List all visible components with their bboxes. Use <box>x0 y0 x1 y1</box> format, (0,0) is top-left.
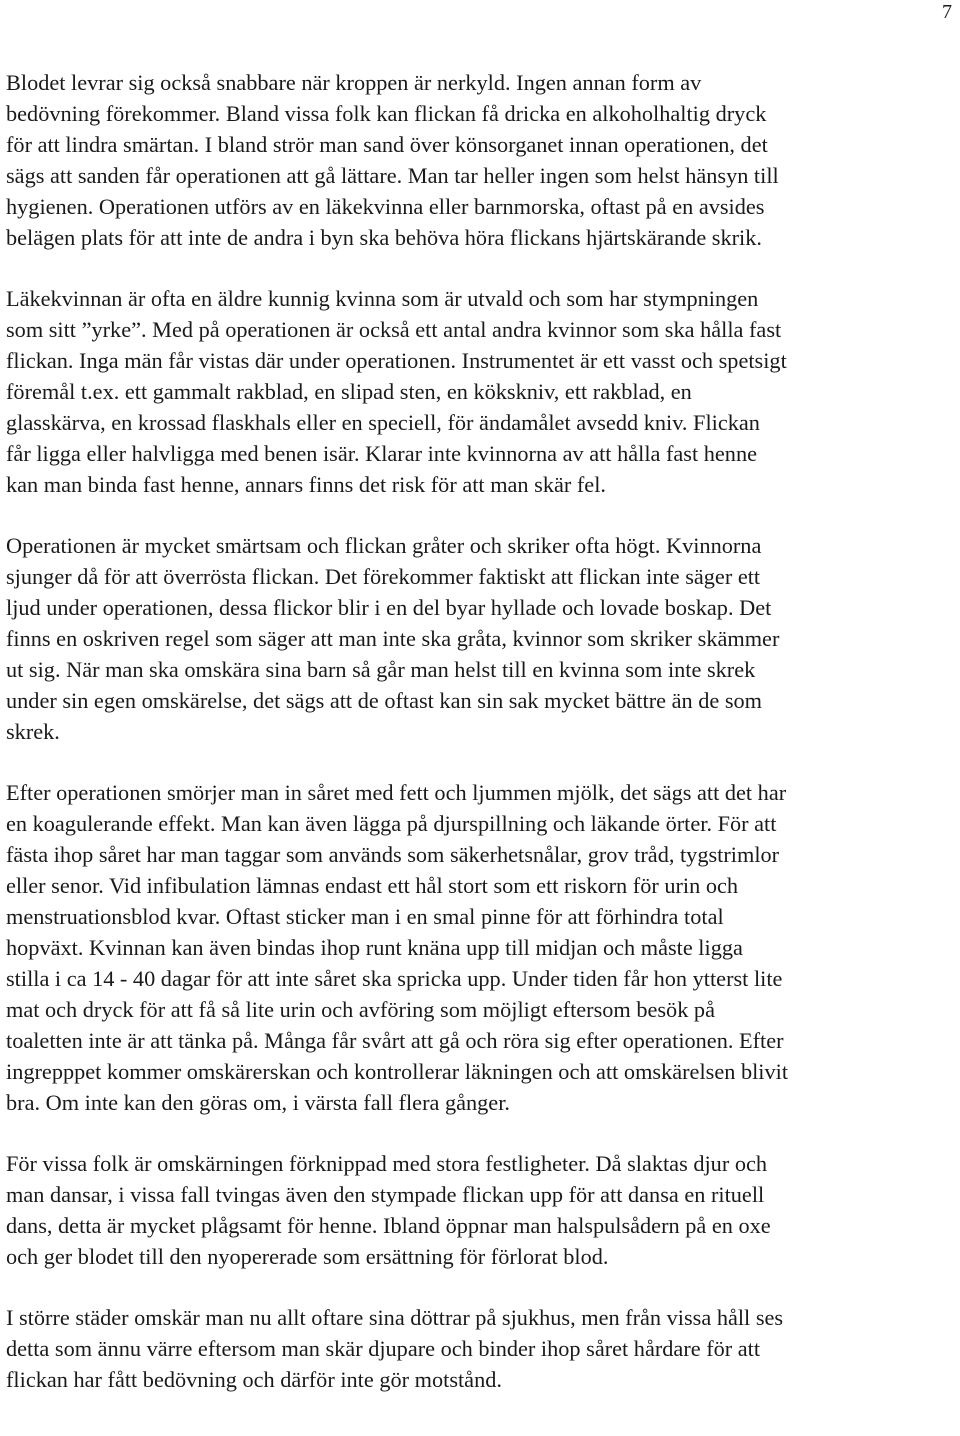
text-line: för att lindra smärtan. I bland strör man sand över könsorganet innan operationen, det <box>6 132 768 157</box>
text-line: eller senor. Vid infibulation lämnas endast ett hål stort som ett riskorn för urin och <box>6 873 739 898</box>
text-line: sjunger då för att överrösta flickan. Det förekommer faktiskt att flickan inte säger ett <box>6 564 761 589</box>
paragraph <box>6 1148 956 1272</box>
text-line: hygienen. Operationen utförs av en läkekvinna eller barnmorska, oftast på en avsides <box>6 194 765 219</box>
text-line: bra. Om inte kan den göras om, i värsta fall flera gånger. <box>6 1090 510 1115</box>
text-line: flickan. Inga män får vistas där under operationen. Instrumentet är ett vasst och spetsigt <box>6 348 787 373</box>
text-line: I större städer omskär man nu allt oftare sina döttrar på sjukhus, men från vissa håll ses <box>6 1305 784 1330</box>
text-line: hopväxt. Kvinnan kan även bindas ihop runt knäna upp till midjan och måste ligga <box>6 935 743 960</box>
text-line: en koagulerande effekt. Man kan även lägga på djurspillning och läkande örter. För att <box>6 811 777 836</box>
text-line: ut sig. När man ska omskära sina barn så går man helst till en kvinna som inte skrek <box>6 657 756 682</box>
text-line: För vissa folk är omskärningen förknippad med stora festligheter. Då slaktas djur och <box>6 1151 768 1176</box>
text-line: toaletten inte är att tänka på. Många får svårt att gå och röra sig efter operationen. Efter <box>6 1028 784 1053</box>
paragraph <box>6 1302 956 1395</box>
page-number: 7 <box>942 1 952 23</box>
body-text <box>6 67 956 1425</box>
text-line: under sin egen omskärelse, det sägs att de oftast kan sin sak mycket bättre än de som <box>6 688 763 713</box>
text-line: som sitt ”yrke”. Med på operationen är också ett antal andra kvinnor som ska hålla fast <box>6 317 782 342</box>
paragraph <box>6 283 956 500</box>
text-line: flickan har fått bedövning och därför inte gör motstånd. <box>6 1367 502 1392</box>
text-line: Efter operationen smörjer man in såret med fett och ljummen mjölk, det sägs att det har <box>6 780 787 805</box>
text-line: skrek. <box>6 719 60 744</box>
text-line: man dansar, i vissa fall tvingas även den stympade flickan upp för att dansa en rituell <box>6 1182 765 1207</box>
text-line: stilla i ca 14 - 40 dagar för att inte såret ska spricka upp. Under tiden får hon ytterst lite <box>6 966 783 991</box>
text-line: detta som ännu värre eftersom man skär djupare och binder ihop såret hårdare för att <box>6 1336 761 1361</box>
text-line: kan man binda fast henne, annars finns det risk för att man skär fel. <box>6 472 606 497</box>
text-line: Läkekvinnan är ofta en äldre kunnig kvinna som är utvald och som har stympningen <box>6 286 759 311</box>
text-line: föremål t.ex. ett gammalt rakblad, en slipad sten, en kökskniv, ett rakblad, en <box>6 379 692 404</box>
paragraph <box>6 777 956 1118</box>
text-line: ljud under operationen, dessa flickor blir i en del byar hyllade och lovade boskap. Det <box>6 595 772 620</box>
text-line: Blodet levrar sig också snabbare när kroppen är nerkyld. Ingen annan form av <box>6 70 702 95</box>
text-line: belägen plats för att inte de andra i byn ska behöva höra flickans hjärtskärande skrik. <box>6 225 762 250</box>
paragraph <box>6 67 956 253</box>
paragraph <box>6 530 956 747</box>
text-line: ingrepppet kommer omskärerskan och kontrollerar läkningen och att omskärelsen blivit <box>6 1059 789 1084</box>
text-line: mat och dryck för att få så lite urin och avföring som möjligt eftersom besök på <box>6 997 715 1022</box>
text-line: menstruationsblod kvar. Oftast sticker man i en smal pinne för att förhindra total <box>6 904 724 929</box>
text-line: får ligga eller halvligga med benen isär. Klarar inte kvinnorna av att hålla fast henne <box>6 441 757 466</box>
text-line: dans, detta är mycket plågsamt för henne. Ibland öppnar man halspulsådern på en oxe <box>6 1213 771 1238</box>
text-line: bedövning förekommer. Bland vissa folk kan flickan få dricka en alkoholhaltig dryck <box>6 101 767 126</box>
text-line: glasskärva, en krossad flaskhals eller en speciell, för ändamålet avsedd kniv. Flickan <box>6 410 760 435</box>
text-line: fästa ihop såret har man taggar som används som säkerhetsnålar, grov tråd, tygstrimlor <box>6 842 780 867</box>
text-line: finns en oskriven regel som säger att man inte ska gråta, kvinnor som skriker skämmer <box>6 626 780 651</box>
text-line: och ger blodet till den nyopererade som ersättning för förlorat blod. <box>6 1244 609 1269</box>
text-line: sägs att sanden får operationen att gå lättare. Man tar heller ingen som helst hänsyn till <box>6 163 779 188</box>
text-line: Operationen är mycket smärtsam och flickan gråter och skriker ofta högt. Kvinnorna <box>6 533 762 558</box>
